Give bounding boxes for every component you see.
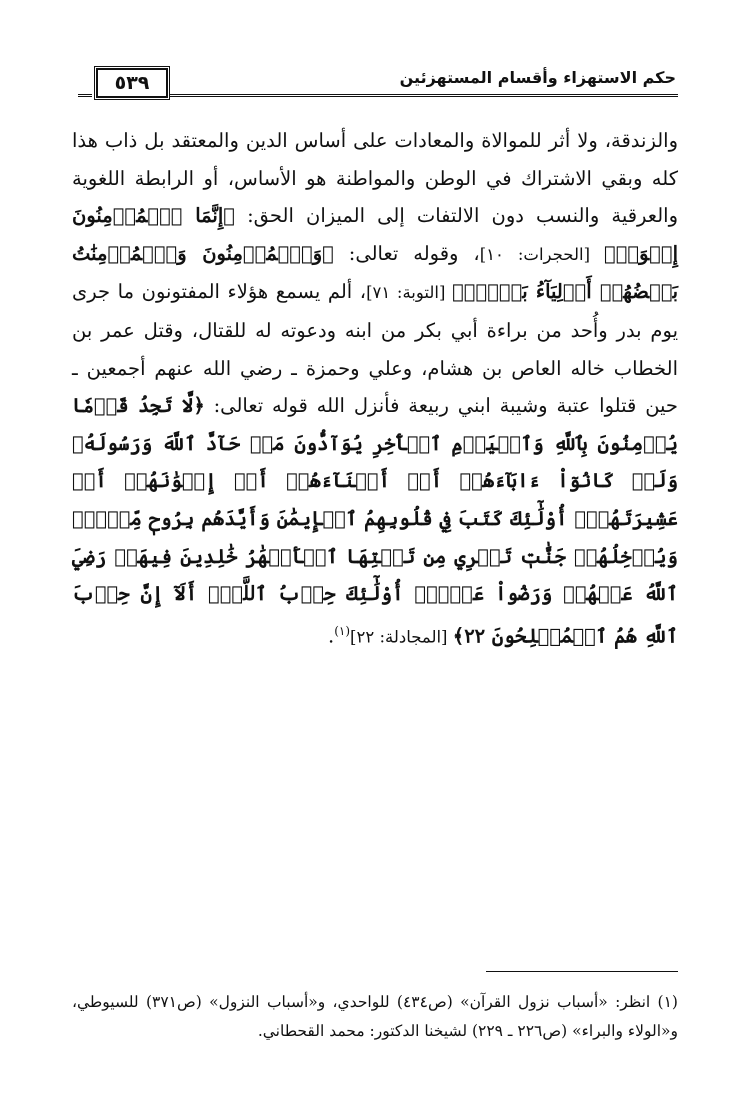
page-number: ٥٣٩ bbox=[96, 68, 168, 98]
verse-reference: [الحجرات: ١٠] bbox=[479, 244, 604, 264]
footnote-marker: (١) bbox=[334, 623, 351, 638]
text-segment: والزندقة، ولا أثر للموالاة والمعادات على أساس الدين والمعتقد بل ذاب هذا كله وبقي الاشتراك في الوطن والمواطنة هو الأساس، أو الرابطة اللغوية والعرقية والنسب دون الالتفات إلى الميزان الحق: bbox=[72, 129, 678, 228]
text-segment: ، ألم يسمع هؤلاء المفتونون ما جرى يوم بدر وأُحد من براءة أبي بكر من ابنه ودعوته له للقتال، وقتل عمر بن الخطاب خاله العاص بن هشام، وعلي وحمزة ـ رضي الله عنهم أجمعين ـ حين قتلوا عتبة وشيبة ابني ربيعة فأنزل الله قوله تعالى: bbox=[72, 280, 678, 418]
footnote-separator bbox=[486, 971, 678, 972]
running-title: حكم الاستهزاء وأقسام المستهزئين bbox=[399, 68, 676, 87]
verse-reference: [التوبة: ٧١] bbox=[366, 283, 453, 303]
quran-verse: ﴿لَّا تَجِدُ قَوۡمٗا يُؤۡمِنُونَ بِٱللَّهِ وَٱلۡيَوۡمِ ٱلۡأٓخِرِ يُوَآدُّونَ مَنۡ حَآدَّ ٱللَّهَ وَرَسُولَهُۥ وَلَوۡ كَانُوٓاْ ءَابَآءَهُمۡ أَوۡ أَبۡنَآءَهُمۡ أَوۡ إِخۡوَٰنَهُمۡ أَوۡ عَشِيرَتَهُمۡۚ أُوْلَٰٓئِكَ كَتَبَ فِي قُلُوبِهِمُ ٱلۡإِيمَٰنَ وَأَيَّدَهُم بِرُوحٖ مِّنۡهُۖ وَيُدۡخِلُهُمۡ جَنَّٰتٖ تَجۡرِي مِن تَحۡتِهَا ٱلۡأَنۡهَٰرُ خَٰلِدِينَ فِيهَاۚ رَضِيَ ٱللَّهُ عَنۡهُمۡ وَرَضُواْ عَنۡهُۚ أُوْلَٰٓئِكَ حِزۡبُ ٱللَّهِۚ أَلَآ إِنَّ حِزۡبَ ٱللَّهِ هُمُ ٱلۡمُفۡلِحُونَ ٢٢﴾ bbox=[72, 394, 678, 648]
text-segment: . bbox=[328, 624, 335, 648]
quran-verse: ﴿إِنَّمَا ٱلۡمُؤۡمِنُونَ إِخۡوَةٞ﴾ bbox=[72, 204, 679, 265]
footnote-text: (١) انظر: «أسباب نزول القرآن» (ص٤٣٤) للواحدي، و«أسباب النزول» (ص٣٧١) للسيوطي، و«الولاء والبراء» (ص٢٢٦ ـ ٢٢٩) لشيخنا الدكتور: محمد القحطاني. bbox=[72, 993, 678, 1040]
main-text bbox=[72, 122, 678, 656]
paragraph bbox=[72, 122, 678, 656]
header-rule-left bbox=[78, 94, 92, 97]
verse-reference: [المجادلة: ٢٢] bbox=[350, 627, 453, 647]
quran-verse: ﴿وَٱلۡمُؤۡمِنُونَ وَٱلۡمُؤۡمِنَٰتُ بَعۡضُهُمۡ أَوۡلِيَآءُ بَعۡضٖۚ﴾ bbox=[72, 241, 678, 304]
header-rule bbox=[170, 94, 678, 97]
page-header bbox=[78, 62, 678, 102]
footnote bbox=[72, 988, 678, 1046]
text-segment: ، وقوله تعالى: bbox=[333, 241, 480, 265]
